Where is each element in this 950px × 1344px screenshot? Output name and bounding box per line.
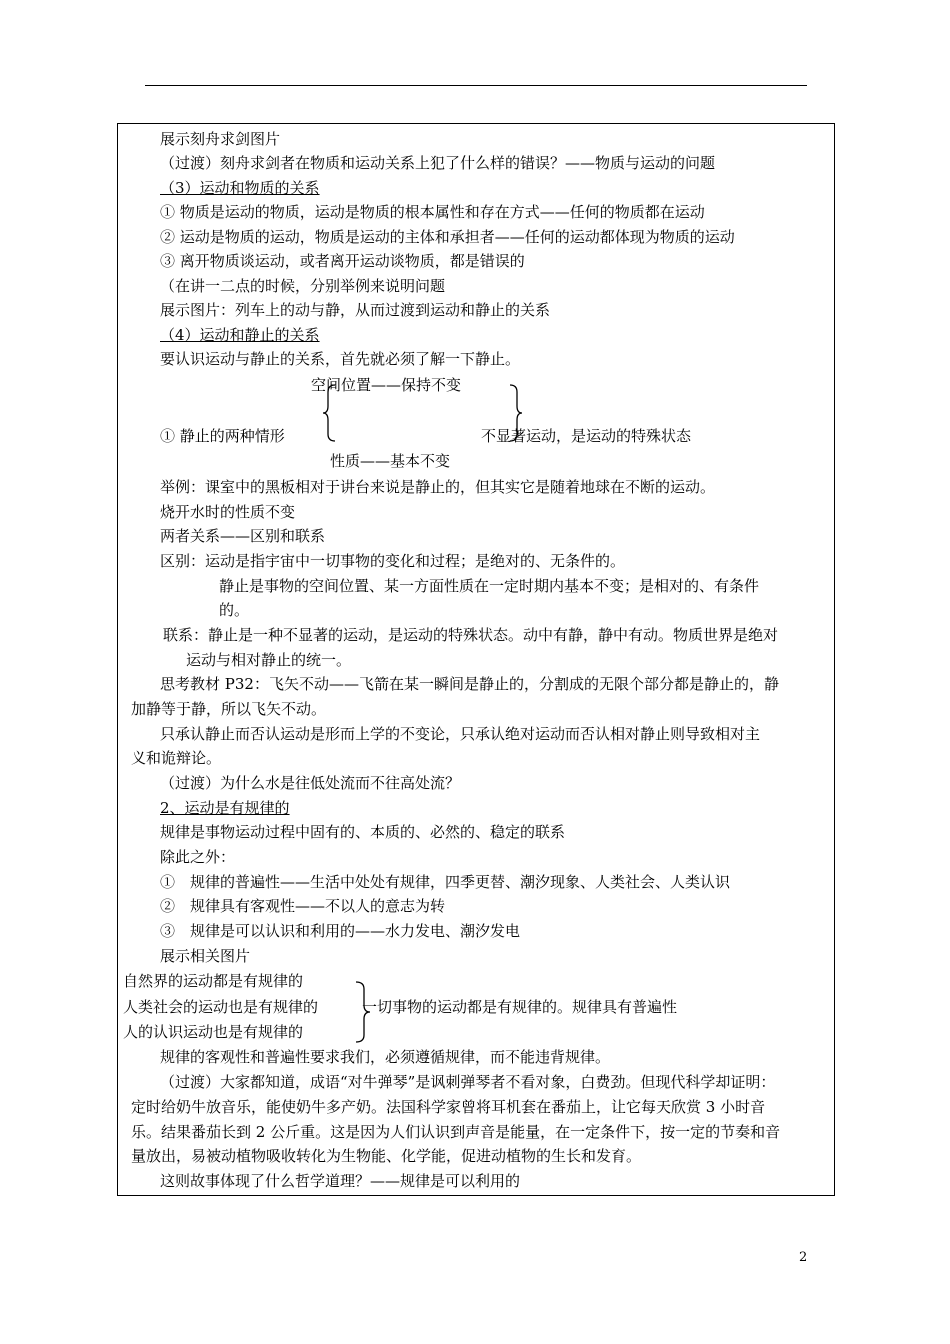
text-line: 展示刻舟求剑图片 [160, 130, 281, 148]
text-line: （过渡）为什么水是往低处流而不往高处流？ [160, 774, 461, 792]
section-heading: （4）运动和静止的关系 [160, 326, 320, 344]
text-line: 这则故事体现了什么哲学道理？——规律是可以利用的 [160, 1172, 521, 1190]
text-line: 的。 [219, 601, 250, 619]
text-line: （过渡）刻舟求剑者在物质和运动关系上犯了什么样的错误？——物质与运动的问题 [160, 154, 716, 172]
brace-item: 人的认识运动也是有规律的 [123, 1023, 304, 1041]
page-number: 2 [799, 1250, 808, 1265]
list-item: ① 规律的普遍性——生活中处处有规律，四季更替、潮汐现象、人类社会、人类认识 [160, 873, 731, 891]
brace-item: 自然界的运动都是有规律的 [123, 972, 304, 990]
text-line: 烧开水时的性质不变 [160, 503, 296, 521]
text-line: 只承认静止而否认运动是形而上学的不变论，只承认绝对运动而否认相对静止则导致相对主 [160, 725, 761, 743]
text-line: ① 物质是运动的物质，运动是物质的根本属性和存在方式——任何的物质都在运动 [160, 203, 705, 221]
brace-conclusion: 不显著运动，是运动的特殊状态 [481, 427, 692, 445]
brace-conclusion: 一切事物的运动都是有规律的。规律具有普遍性 [362, 998, 678, 1016]
brace-item-bottom: 性质——基本不变 [330, 452, 451, 470]
text-line: 静止是事物的空间位置、某一方面性质在一定时期内基本不变；是相对的、有条件 [219, 577, 760, 595]
text-line: 展示相关图片 [160, 947, 251, 965]
text-line: ② 运动是物质的运动，物质是运动的主体和承担者——任何的运动都体现为物质的运动 [160, 228, 735, 246]
text-line: 规律的客观性和普遍性要求我们，必须遵循规律，而不能违背规律。 [160, 1048, 611, 1066]
text-line: 举例：课室中的黑板相对于讲台来说是静止的，但其实它是随着地球在不断的运动。 [160, 478, 716, 496]
text-line: 除此之外： [160, 848, 236, 866]
list-item: ② 规律具有客观性——不以人的意志为转 [160, 897, 446, 915]
text-line: 运动与相对静止的统一。 [186, 651, 352, 669]
text-line: 义和诡辩论。 [131, 749, 222, 767]
text-line: （在讲一二点的时候，分别举例来说明问题 [160, 277, 446, 295]
text-line: 联系：静止是一种不显著的运动，是运动的特殊状态。动中有静，静中有动。物质世界是绝对 [163, 626, 779, 644]
text-line: ① 静止的两种情形 [160, 427, 285, 445]
text-line: 思考教材 P32：飞矢不动——飞箭在某一瞬间是静止的，分割成的无限个部分都是静止的，静 [160, 675, 779, 693]
left-brace-icon [322, 384, 336, 442]
text-line: 加静等于静，所以飞矢不动。 [131, 700, 327, 718]
section-heading: 2、运动是有规律的 [160, 799, 290, 817]
text-line: 区别：运动是指宇宙中一切事物的变化和过程；是绝对的、无条件的。 [160, 552, 626, 570]
text-line: 乐。结果番茄长到 2 公斤重。这是因为人们认识到声音是能量，在一定条件下，按一定的节奏和音 [131, 1123, 781, 1141]
brace-item: 人类社会的运动也是有规律的 [123, 998, 319, 1016]
text-line: 规律是事物运动过程中固有的、本质的、必然的、稳定的联系 [160, 823, 566, 841]
section-heading: （3）运动和物质的关系 [160, 179, 320, 197]
text-line: 展示图片：列车上的动与静，从而过渡到运动和静止的关系 [160, 301, 551, 319]
list-item: ③ 规律是可以认识和利用的——水力发电、潮汐发电 [160, 922, 521, 940]
text-line: 两者关系——区别和联系 [160, 527, 326, 545]
text-line: 要认识运动与静止的关系，首先就必须了解一下静止。 [160, 350, 521, 368]
brace-item-top: 空间位置——保持不变 [311, 376, 462, 394]
text-line: 量放出，易被动植物吸收转化为生物能、化学能，促进动植物的生长和发育。 [131, 1147, 642, 1165]
text-line: （过渡）大家都知道，成语“对牛弹琴”是讽刺弹琴者不看对象，白费劲。但现代科学却证明： [160, 1073, 776, 1091]
text-line: ③ 离开物质谈运动，或者离开运动谈物质，都是错误的 [160, 252, 525, 270]
text-line: 定时给奶牛放音乐，能使奶牛多产奶。法国科学家曾将耳机套在番茄上，让它每天欣赏 3 小时音 [131, 1098, 766, 1116]
header-rule [145, 85, 807, 86]
